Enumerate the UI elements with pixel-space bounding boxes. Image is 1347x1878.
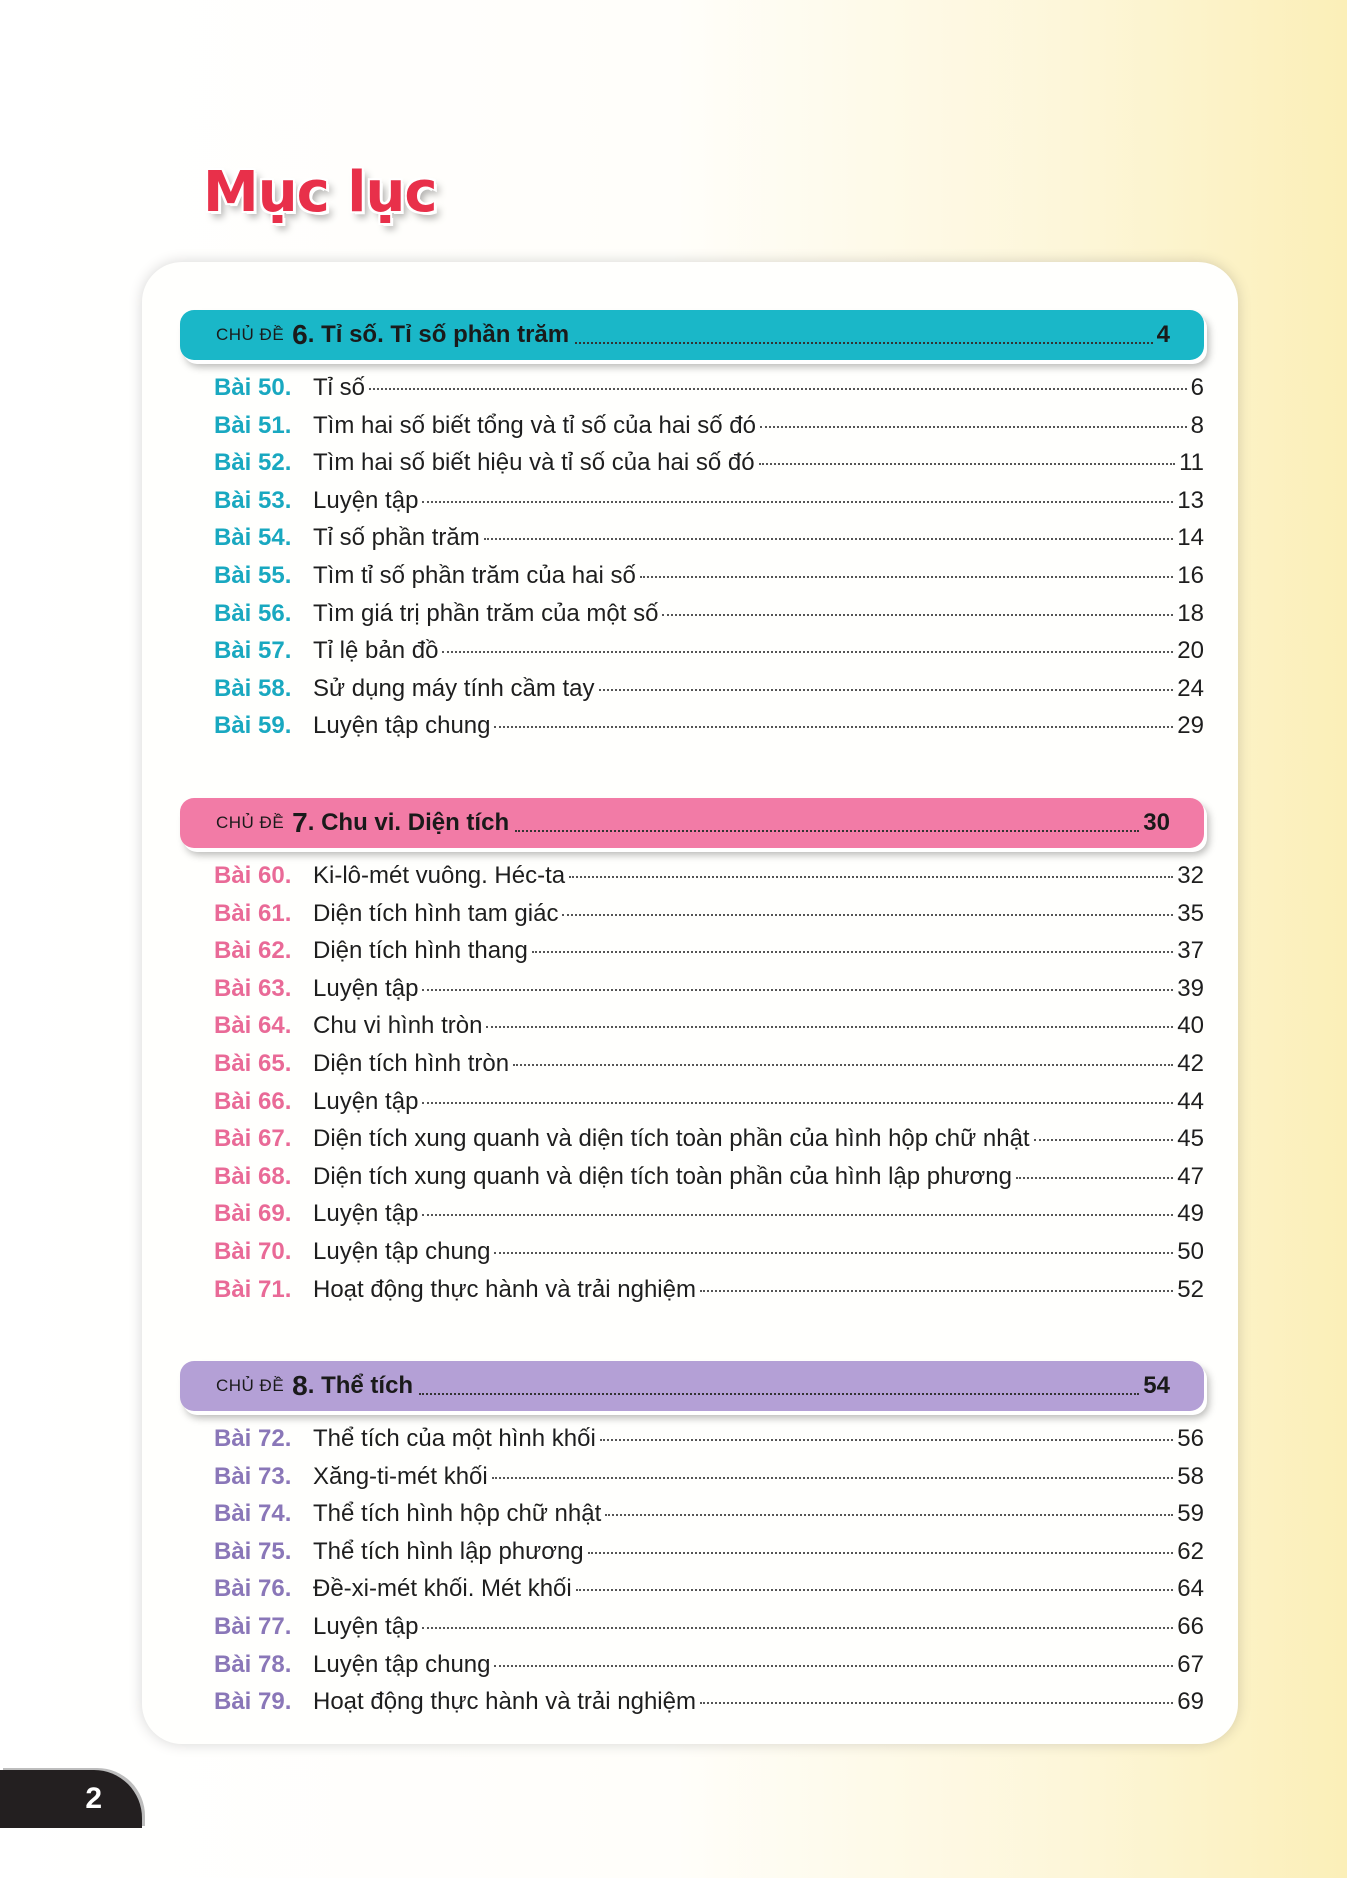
chu-de-label: CHỦ ĐỀ <box>216 813 285 832</box>
lesson-number: Bài 63. <box>214 974 292 1002</box>
lesson-page: 44 <box>1177 1087 1204 1115</box>
dot-leader <box>700 1702 1173 1704</box>
lesson-page: 32 <box>1177 862 1204 889</box>
lesson-number: Bài 61. <box>214 899 292 927</box>
lesson-row[interactable] <box>180 374 1204 412</box>
dot-leader <box>600 1439 1173 1441</box>
lesson-list <box>180 1425 1204 1726</box>
lesson-page: 66 <box>1177 1612 1204 1640</box>
lesson-list <box>180 374 1204 750</box>
lesson-row[interactable] <box>180 675 1204 713</box>
lesson-number: Bài 58. <box>214 674 292 702</box>
dot-leader <box>422 501 1173 503</box>
lesson-number: Bài 53. <box>214 486 292 514</box>
lesson-row[interactable] <box>180 1613 1204 1651</box>
lesson-number: Bài 70. <box>214 1237 292 1265</box>
dot-leader <box>605 1514 1173 1516</box>
lesson-number: Bài 69. <box>214 1200 292 1228</box>
lesson-page: 40 <box>1177 1012 1204 1040</box>
lesson-row[interactable] <box>180 487 1204 525</box>
lesson-row[interactable] <box>180 1125 1204 1163</box>
lesson-row[interactable] <box>180 1238 1204 1276</box>
lesson-row[interactable] <box>180 562 1204 600</box>
lesson-page: 24 <box>1177 674 1204 702</box>
section-page: 54 <box>1143 1372 1170 1399</box>
lesson-page: 59 <box>1177 1500 1204 1528</box>
lesson-name: Tìm hai số biết tổng và tỉ số của hai số đó <box>313 411 756 439</box>
lesson-name: Tỉ lệ bản đồ <box>313 637 439 665</box>
section-page: 4 <box>1156 321 1170 348</box>
lesson-page: 69 <box>1177 1688 1204 1716</box>
dot-leader <box>532 951 1173 953</box>
lesson-number: Bài 76. <box>214 1575 292 1603</box>
section-banner[interactable] <box>180 310 1204 360</box>
section-6 <box>180 310 1204 750</box>
lesson-page: 20 <box>1177 637 1204 665</box>
lesson-row[interactable] <box>180 937 1204 975</box>
dot-leader <box>1016 1177 1173 1179</box>
lesson-name: Ki-lô-mét vuông. Héc-ta <box>313 862 566 889</box>
page-number: 2 <box>85 1782 102 1815</box>
dot-leader <box>494 726 1173 728</box>
lesson-row[interactable] <box>180 1200 1204 1238</box>
dot-leader <box>1034 1139 1174 1141</box>
lesson-page: 62 <box>1177 1537 1204 1565</box>
section-8 <box>180 1361 1204 1726</box>
dot-leader <box>588 1552 1174 1554</box>
lesson-name: Hoạt động thực hành và trải nghiệm <box>313 1688 696 1716</box>
lesson-number: Bài 74. <box>214 1500 292 1528</box>
lesson-number: Bài 79. <box>214 1688 292 1716</box>
lesson-page: 16 <box>1177 561 1204 589</box>
dot-leader <box>575 342 1153 344</box>
dot-leader <box>442 651 1173 653</box>
section-number: 8 <box>292 1370 308 1401</box>
lesson-row[interactable] <box>180 1500 1204 1538</box>
lesson-row[interactable] <box>180 600 1204 638</box>
lesson-page: 11 <box>1179 449 1204 477</box>
lesson-number: Bài 68. <box>214 1162 292 1190</box>
lesson-name: Luyện tập <box>313 974 419 1002</box>
lesson-number: Bài 62. <box>214 937 292 965</box>
lesson-number: Bài 78. <box>214 1650 292 1678</box>
lesson-name: Luyện tập <box>313 1087 419 1115</box>
lesson-name: Luyện tập chung <box>313 1650 491 1678</box>
lesson-name: Đề-xi-mét khối. Mét khối <box>313 1575 572 1603</box>
lesson-page: 42 <box>1177 1049 1204 1077</box>
lesson-name: Diện tích xung quanh và diện tích toàn phần của hình lập phương <box>313 1162 1012 1190</box>
lesson-page: 6 <box>1190 374 1204 401</box>
section-title: . Thể tích <box>307 1372 414 1399</box>
lesson-name: Sử dụng máy tính cầm tay <box>313 674 595 702</box>
lesson-number: Bài 72. <box>214 1425 292 1452</box>
dot-leader <box>369 388 1187 390</box>
dot-leader <box>662 614 1173 616</box>
lesson-row[interactable] <box>180 637 1204 675</box>
lesson-row[interactable] <box>180 1425 1204 1463</box>
lesson-name: Luyện tập <box>313 486 419 514</box>
page-title: Mục lục <box>203 160 437 225</box>
lesson-number: Bài 75. <box>214 1537 292 1565</box>
section-title: . Chu vi. Diện tích <box>307 809 510 836</box>
lesson-name: Tìm hai số biết hiệu và tỉ số của hai số đó <box>313 449 755 477</box>
dot-leader <box>494 1252 1173 1254</box>
lesson-row[interactable] <box>180 1050 1204 1088</box>
lesson-row[interactable] <box>180 1688 1204 1726</box>
lesson-name: Chu vi hình tròn <box>313 1012 483 1040</box>
lesson-row[interactable] <box>180 1651 1204 1689</box>
dot-leader <box>576 1589 1174 1591</box>
lesson-row[interactable] <box>180 1538 1204 1576</box>
lesson-name: Tỉ số phần trăm <box>313 524 480 552</box>
lesson-number: Bài 55. <box>214 561 292 589</box>
lesson-page: 37 <box>1177 937 1204 965</box>
lesson-number: Bài 54. <box>214 524 292 552</box>
lesson-number: Bài 77. <box>214 1612 292 1640</box>
lesson-row[interactable] <box>180 975 1204 1013</box>
lesson-page: 13 <box>1177 486 1204 514</box>
lesson-row[interactable] <box>180 1012 1204 1050</box>
lesson-name: Diện tích xung quanh và diện tích toàn phần của hình hộp chữ nhật <box>313 1125 1030 1153</box>
lesson-page: 14 <box>1177 524 1204 552</box>
lesson-name: Hoạt động thực hành và trải nghiệm <box>313 1275 696 1303</box>
dot-leader <box>759 463 1176 465</box>
lesson-number: Bài 67. <box>214 1125 292 1153</box>
lesson-name: Luyện tập chung <box>313 1237 491 1265</box>
dot-leader <box>515 830 1139 832</box>
lesson-page: 58 <box>1177 1462 1204 1490</box>
lesson-name: Diện tích hình thang <box>313 937 528 965</box>
lesson-list <box>180 862 1204 1313</box>
dot-leader <box>422 989 1173 991</box>
lesson-name: Diện tích hình tròn <box>313 1049 510 1077</box>
lesson-row[interactable] <box>180 712 1204 750</box>
lesson-page: 67 <box>1177 1650 1204 1678</box>
lesson-number: Bài 52. <box>214 449 292 477</box>
section-title: . Tỉ số. Tỉ số phần trăm <box>307 321 570 348</box>
dot-leader <box>640 576 1173 578</box>
lesson-page: 47 <box>1177 1162 1204 1190</box>
lesson-number: Bài 50. <box>214 374 292 401</box>
lesson-number: Bài 59. <box>214 712 292 740</box>
section-banner[interactable] <box>180 1361 1204 1411</box>
lesson-name: Thể tích của một hình khối <box>313 1425 596 1452</box>
lesson-page: 29 <box>1177 712 1204 740</box>
dot-leader <box>422 1214 1173 1216</box>
chu-de-label: CHỦ ĐỀ <box>216 325 285 344</box>
lesson-page: 35 <box>1177 899 1204 927</box>
lesson-page: 18 <box>1177 599 1204 627</box>
lesson-name: Thể tích hình hộp chữ nhật <box>313 1500 602 1528</box>
lesson-number: Bài 51. <box>214 411 292 439</box>
dot-leader <box>513 1064 1173 1066</box>
lesson-name: Luyện tập chung <box>313 712 491 740</box>
lesson-page: 39 <box>1177 974 1204 1002</box>
dot-leader <box>599 689 1174 691</box>
lesson-number: Bài 73. <box>214 1462 292 1490</box>
dot-leader <box>760 426 1187 428</box>
lesson-name: Xăng-ti-mét khối <box>313 1462 488 1490</box>
lesson-row[interactable] <box>180 524 1204 562</box>
lesson-page: 8 <box>1190 411 1204 439</box>
lesson-name: Tìm tỉ số phần trăm của hai số <box>313 561 636 589</box>
dot-leader <box>486 1026 1173 1028</box>
lesson-number: Bài 57. <box>214 637 292 665</box>
lesson-row[interactable] <box>180 900 1204 938</box>
lesson-name: Tìm giá trị phần trăm của một số <box>313 599 659 627</box>
dot-leader <box>419 1393 1139 1395</box>
lesson-row[interactable] <box>180 449 1204 487</box>
lesson-page: 56 <box>1177 1425 1204 1452</box>
lesson-name: Thể tích hình lập phương <box>313 1537 584 1565</box>
section-number: 6 <box>292 319 308 350</box>
lesson-name: Luyện tập <box>313 1612 419 1640</box>
dot-leader <box>484 538 1174 540</box>
lesson-row[interactable] <box>180 1163 1204 1201</box>
lesson-row[interactable] <box>180 862 1204 900</box>
lesson-number: Bài 64. <box>214 1012 292 1040</box>
dot-leader <box>492 1477 1174 1479</box>
lesson-name: Luyện tập <box>313 1200 419 1228</box>
chu-de-label: CHỦ ĐỀ <box>216 1376 285 1395</box>
section-number: 7 <box>292 807 308 838</box>
lesson-number: Bài 56. <box>214 599 292 627</box>
dot-leader <box>422 1627 1173 1629</box>
lesson-row[interactable] <box>180 1575 1204 1613</box>
lesson-page: 45 <box>1177 1125 1204 1153</box>
lesson-row[interactable] <box>180 1276 1204 1314</box>
lesson-number: Bài 66. <box>214 1087 292 1115</box>
lesson-number: Bài 65. <box>214 1049 292 1077</box>
lesson-name: Tỉ số <box>313 374 366 401</box>
dot-leader <box>422 1102 1173 1104</box>
dot-leader <box>569 876 1173 878</box>
dot-leader <box>494 1665 1173 1667</box>
section-banner[interactable] <box>180 798 1204 848</box>
lesson-number: Bài 60. <box>214 862 292 889</box>
lesson-row[interactable] <box>180 412 1204 450</box>
page-number-tab <box>0 1770 142 1828</box>
dot-leader <box>700 1290 1173 1292</box>
lesson-page: 64 <box>1177 1575 1204 1603</box>
section-page: 30 <box>1143 809 1170 836</box>
lesson-page: 49 <box>1177 1200 1204 1228</box>
lesson-page: 50 <box>1177 1237 1204 1265</box>
lesson-number: Bài 71. <box>214 1275 292 1303</box>
dot-leader <box>562 914 1173 916</box>
lesson-page: 52 <box>1177 1275 1204 1303</box>
section-7 <box>180 798 1204 1313</box>
lesson-row[interactable] <box>180 1088 1204 1126</box>
lesson-name: Diện tích hình tam giác <box>313 899 559 927</box>
lesson-row[interactable] <box>180 1463 1204 1501</box>
